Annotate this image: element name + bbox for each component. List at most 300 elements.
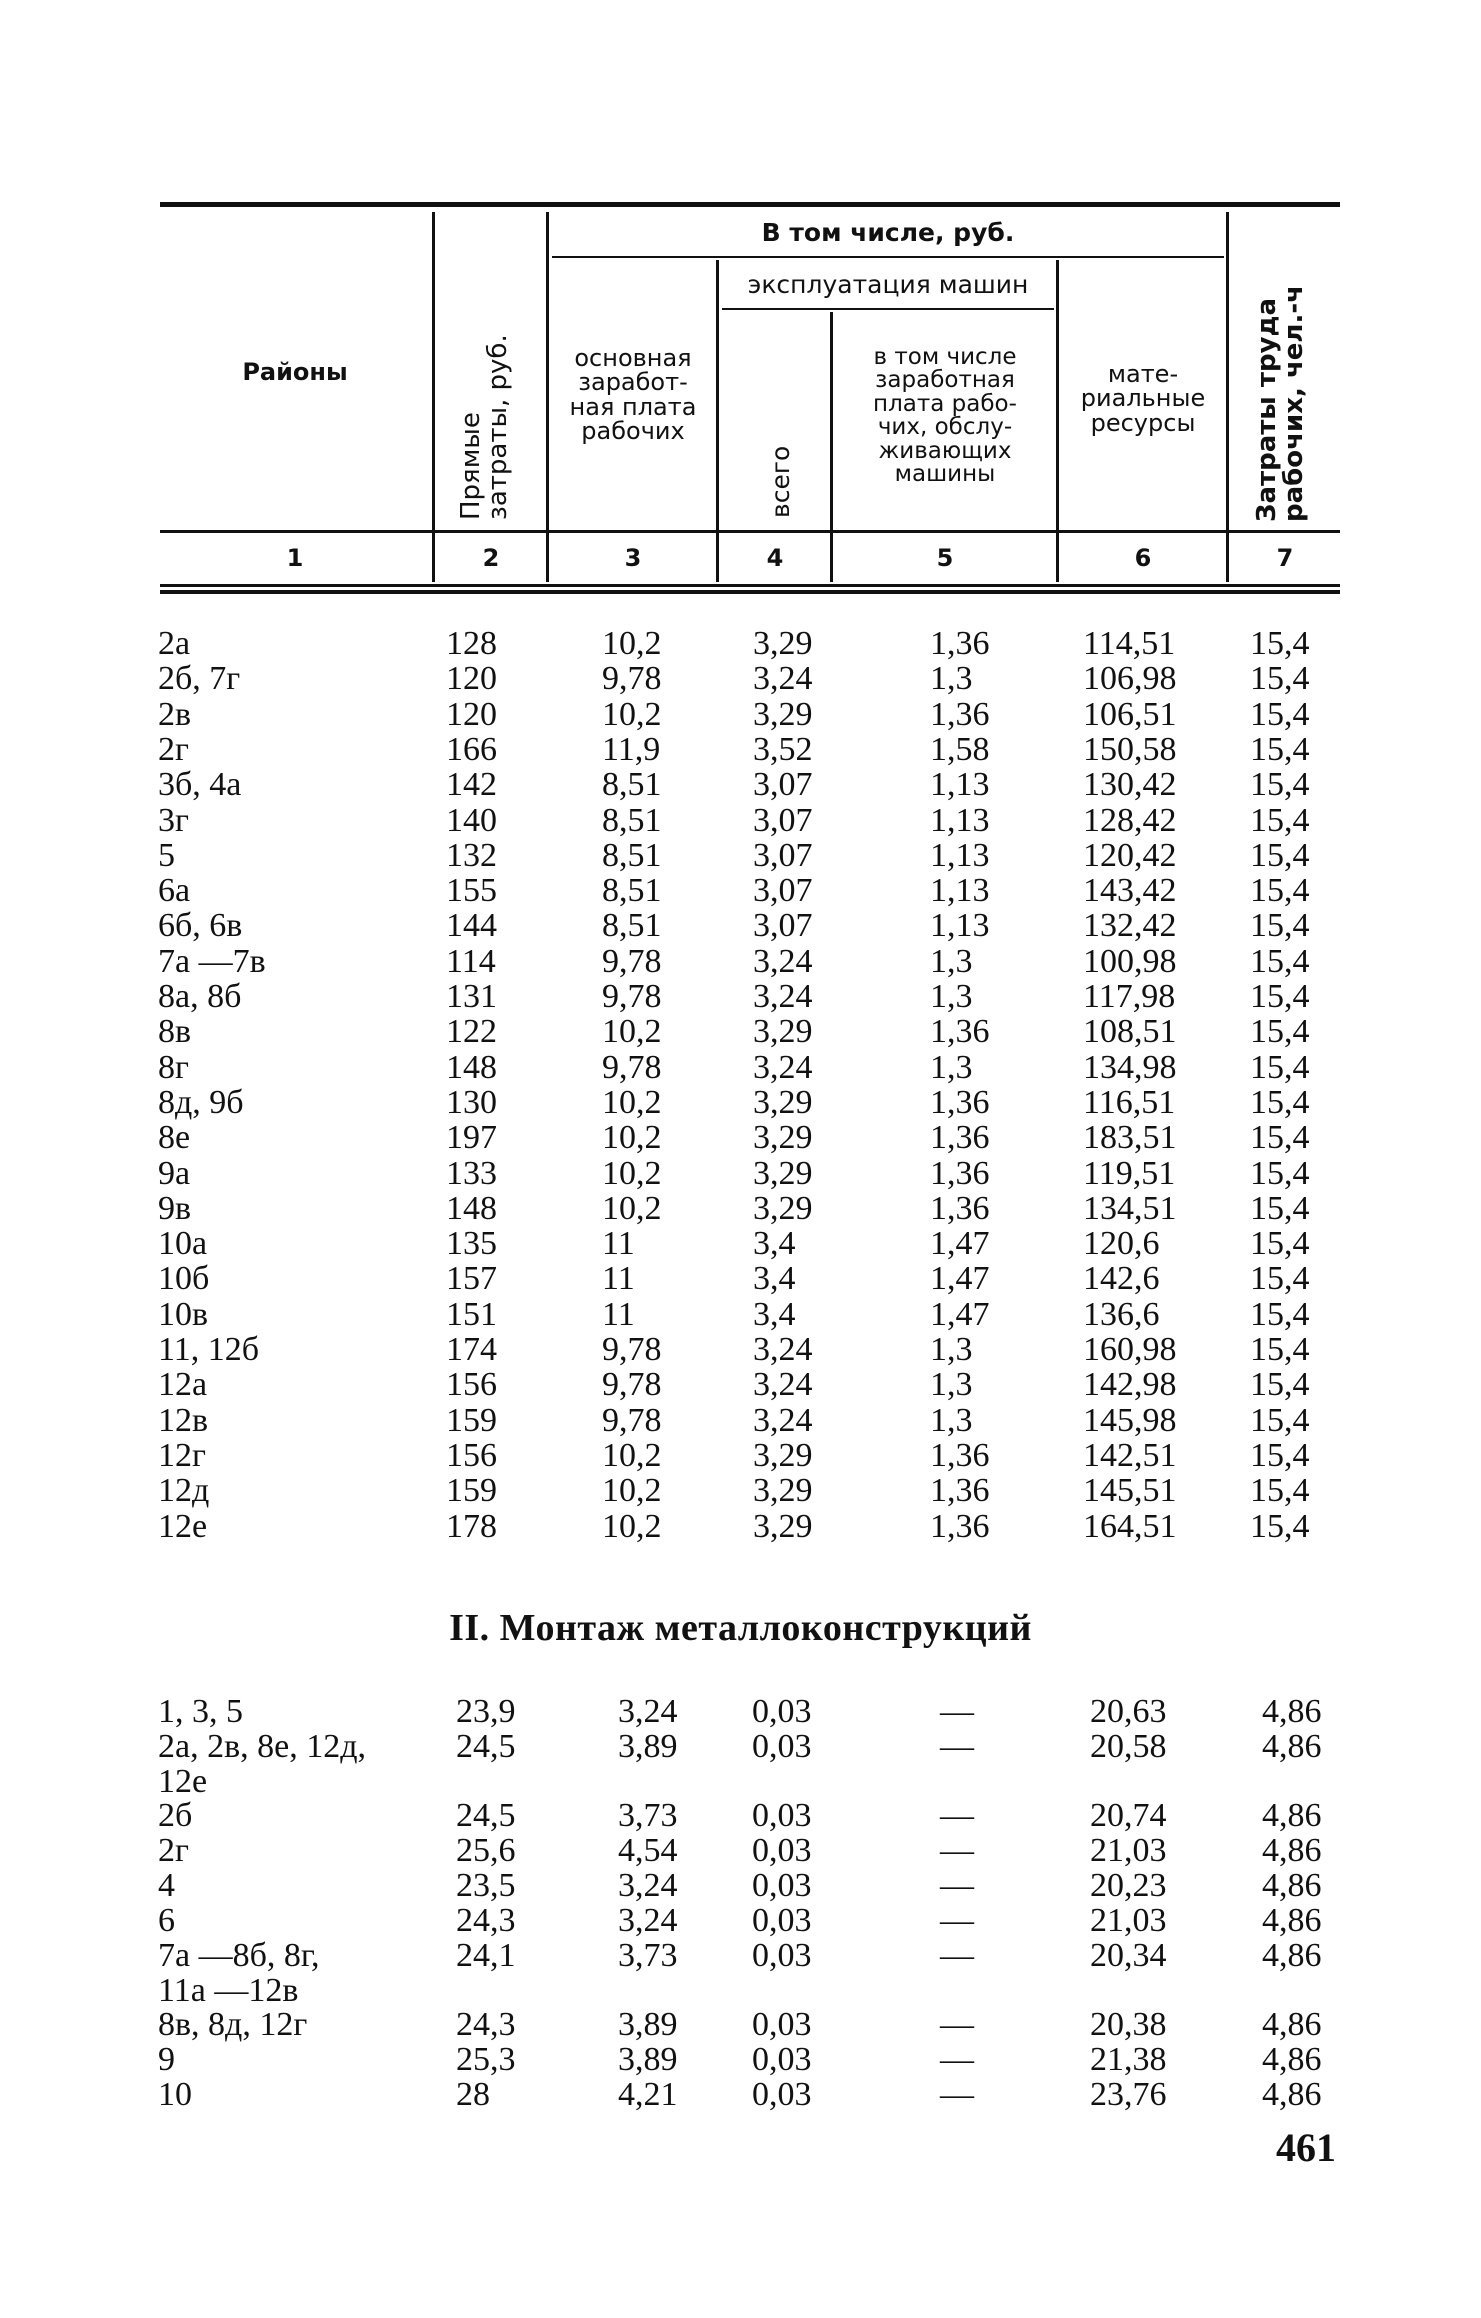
- value-cell: 1,13: [930, 872, 990, 910]
- value-cell: 15,4: [1250, 1154, 1310, 1192]
- value-cell: 151: [446, 1295, 497, 1333]
- value-cell: 0,03: [752, 1902, 812, 1939]
- value-cell: 145,51: [1083, 1472, 1177, 1510]
- value-cell: 21,03: [1090, 1902, 1167, 1939]
- value-cell: 4,21: [618, 2076, 678, 2113]
- value-cell: 15,4: [1250, 695, 1310, 733]
- value-cell: 100,98: [1083, 942, 1177, 980]
- value-cell: 15,4: [1250, 836, 1310, 874]
- region-cell: 6а: [158, 872, 191, 910]
- value-cell: 3,07: [753, 872, 813, 910]
- value-cell: 3,73: [618, 1937, 678, 1974]
- value-cell: 4,86: [1262, 2076, 1322, 2113]
- header-machine-op: эксплуатация машин: [747, 270, 1029, 299]
- value-cell: 9,78: [602, 978, 662, 1015]
- value-cell: 15,4: [1250, 1507, 1310, 1545]
- value-cell: 23,9: [456, 1693, 516, 1730]
- value-cell: 3,24: [753, 942, 813, 980]
- value-cell: 24,3: [456, 2006, 516, 2043]
- value-cell: 15,4: [1250, 660, 1310, 698]
- value-cell: 3,24: [753, 978, 813, 1015]
- value-cell: 132: [446, 836, 497, 874]
- value-cell: 20,34: [1090, 1937, 1167, 1974]
- value-cell: 15,4: [1250, 1119, 1310, 1157]
- value-cell: 1,3: [930, 942, 973, 980]
- value-cell: 145,98: [1083, 1401, 1177, 1439]
- value-cell: 183,51: [1083, 1119, 1177, 1157]
- value-cell: 1,47: [930, 1260, 990, 1298]
- materials-line: ресурсы: [1090, 408, 1196, 437]
- value-cell: 20,58: [1090, 1728, 1167, 1765]
- value-cell: 0,03: [752, 2076, 812, 2113]
- basic-wage-line: ная плата: [569, 392, 697, 421]
- value-cell: 20,23: [1090, 1867, 1167, 1904]
- value-cell: 3,07: [753, 836, 813, 874]
- col-divider-4: [830, 312, 833, 582]
- region-cell: 12а: [158, 1366, 208, 1404]
- value-cell: 0,03: [752, 1693, 812, 1730]
- value-cell: 10,2: [602, 1013, 662, 1051]
- value-cell: 10,2: [602, 625, 662, 662]
- value-cell: 15,4: [1250, 1013, 1310, 1051]
- value-cell: 159: [446, 1401, 497, 1439]
- value-cell: 10,2: [602, 1083, 662, 1121]
- region-cell: 10: [158, 2076, 192, 2113]
- value-cell: 24,1: [456, 1937, 516, 1974]
- value-cell: 0,03: [752, 1867, 812, 1904]
- materials-line: мате-: [1107, 360, 1179, 388]
- value-cell: 122: [446, 1013, 497, 1051]
- colnum-6: 6: [1134, 544, 1152, 572]
- value-cell: 3,4: [753, 1225, 796, 1263]
- value-cell: 134,51: [1083, 1189, 1177, 1227]
- value-cell: 140: [446, 801, 497, 839]
- value-cell: 1,58: [930, 730, 990, 768]
- value-cell: 9,78: [602, 1331, 662, 1368]
- region-cell: 8г: [158, 1048, 189, 1086]
- value-cell: —: [940, 1867, 974, 1904]
- region-cell: 12г: [158, 1436, 206, 1474]
- value-cell: —: [940, 1902, 974, 1939]
- value-cell: 3,29: [753, 1436, 813, 1474]
- region-cell: 4: [158, 1867, 175, 1904]
- region-cell: 5: [158, 836, 175, 874]
- region-cell: 11, 12б: [158, 1331, 260, 1368]
- region-cell: 8е: [158, 1119, 191, 1157]
- page-number: 461: [1276, 2125, 1336, 2170]
- value-cell: 197: [446, 1119, 497, 1157]
- region-cell-continuation: 11а —12в: [158, 1972, 299, 2009]
- value-cell: 155: [446, 872, 497, 910]
- value-cell: —: [940, 1832, 974, 1869]
- body-top-rule: [160, 590, 1340, 594]
- value-cell: 166: [446, 730, 497, 768]
- value-cell: 156: [446, 1366, 497, 1404]
- value-cell: —: [940, 1728, 974, 1765]
- value-cell: 11: [602, 1260, 635, 1298]
- value-cell: —: [940, 2006, 974, 2043]
- labor-line: Затраты труда: [1252, 297, 1282, 522]
- value-cell: 15,4: [1250, 766, 1310, 804]
- region-cell: 9: [158, 2041, 175, 2078]
- col-divider-1: [432, 212, 435, 582]
- header-direct-costs-text: Прямые затраты, руб.: [456, 334, 514, 520]
- header-basic-wage: [552, 346, 714, 444]
- value-cell: 1,13: [930, 836, 990, 874]
- value-cell: 11,9: [602, 730, 661, 768]
- value-cell: 1,3: [930, 978, 973, 1015]
- value-cell: 4,86: [1262, 1797, 1322, 1834]
- value-cell: 4,86: [1262, 1902, 1322, 1939]
- region-cell: 12в: [158, 1401, 209, 1439]
- basic-wage-line: основная: [574, 344, 692, 372]
- value-cell: 1,13: [930, 801, 990, 839]
- value-cell: 4,86: [1262, 1832, 1322, 1869]
- value-cell: 15,4: [1250, 1366, 1310, 1404]
- value-cell: 25,3: [456, 2041, 516, 2078]
- value-cell: 142: [446, 766, 497, 804]
- value-cell: 106,51: [1083, 695, 1177, 733]
- value-cell: 3,24: [618, 1693, 678, 1730]
- value-cell: 10,2: [602, 695, 662, 733]
- col-divider-5: [1056, 260, 1059, 582]
- value-cell: 15,4: [1250, 730, 1310, 768]
- value-cell: 1,3: [930, 1048, 973, 1086]
- value-cell: 15,4: [1250, 1048, 1310, 1086]
- value-cell: 128: [446, 625, 497, 662]
- value-cell: 135: [446, 1225, 497, 1263]
- header-rule: [160, 530, 1340, 533]
- value-cell: 1,36: [930, 1083, 990, 1121]
- value-cell: 0,03: [752, 2006, 812, 2043]
- region-cell: 6б, 6в: [158, 907, 243, 945]
- incl-rule: [552, 256, 1224, 258]
- value-cell: 3,73: [618, 1797, 678, 1834]
- value-cell: 0,03: [752, 1797, 812, 1834]
- materials-line: риальные: [1080, 384, 1206, 413]
- value-cell: 15,4: [1250, 942, 1310, 980]
- value-cell: —: [940, 2076, 974, 2113]
- value-cell: 164,51: [1083, 1507, 1177, 1545]
- value-cell: 11: [602, 1295, 635, 1333]
- value-cell: 15,4: [1250, 1260, 1310, 1298]
- value-cell: 0,03: [752, 1937, 812, 1974]
- labor-line: рабочих, чел.-ч: [1279, 285, 1310, 522]
- colnum-1: 1: [286, 544, 304, 572]
- region-cell: 3б, 4а: [158, 766, 242, 804]
- value-cell: 3,29: [753, 1083, 813, 1121]
- region-cell: 9а: [158, 1154, 191, 1192]
- value-cell: 116,51: [1083, 1083, 1176, 1121]
- region-cell: 2в: [158, 695, 192, 733]
- region-cell: 1, 3, 5: [158, 1693, 243, 1730]
- value-cell: 15,4: [1250, 1436, 1310, 1474]
- value-cell: 1,3: [930, 660, 973, 698]
- value-cell: 114,51: [1083, 625, 1176, 662]
- value-cell: 142,98: [1083, 1366, 1177, 1404]
- value-cell: 1,3: [930, 1366, 973, 1404]
- region-cell: 3г: [158, 801, 189, 839]
- region-cell: 8в, 8д, 12г: [158, 2006, 308, 2043]
- value-cell: 120,6: [1083, 1225, 1160, 1263]
- value-cell: 21,03: [1090, 1832, 1167, 1869]
- value-cell: —: [940, 1693, 974, 1730]
- value-cell: 106,98: [1083, 660, 1177, 698]
- value-cell: 156: [446, 1436, 497, 1474]
- value-cell: 134,98: [1083, 1048, 1177, 1086]
- region-cell: 2г: [158, 1832, 189, 1869]
- value-cell: 8,51: [602, 872, 662, 910]
- value-cell: 1,13: [930, 907, 990, 945]
- value-cell: 15,4: [1250, 1331, 1310, 1368]
- incl-wage-line: плата рабо-: [873, 390, 1017, 417]
- region-cell: 2б, 7г: [158, 660, 241, 698]
- value-cell: 15,4: [1250, 1401, 1310, 1439]
- value-cell: 8,51: [602, 907, 662, 945]
- value-cell: 24,5: [456, 1797, 516, 1834]
- region-cell: 2б: [158, 1797, 193, 1834]
- value-cell: 4,86: [1262, 1693, 1322, 1730]
- incl-wage-line: живающих: [878, 437, 1012, 464]
- value-cell: 130: [446, 1083, 497, 1121]
- value-cell: 120: [446, 695, 497, 733]
- value-cell: 119,51: [1083, 1154, 1176, 1192]
- value-cell: 28: [456, 2076, 490, 2113]
- region-cell: 2а: [158, 625, 191, 662]
- value-cell: 0,03: [752, 2041, 812, 2078]
- value-cell: 9,78: [602, 1048, 662, 1086]
- header-direct-costs: [458, 220, 513, 520]
- col-divider-6: [1226, 212, 1229, 582]
- value-cell: 1,13: [930, 766, 990, 804]
- value-cell: 0,03: [752, 1728, 812, 1765]
- value-cell: 4,54: [618, 1832, 678, 1869]
- value-cell: 9,78: [602, 942, 662, 980]
- value-cell: 4,86: [1262, 2041, 1322, 2078]
- value-cell: 10,2: [602, 1154, 662, 1192]
- value-cell: 148: [446, 1189, 497, 1227]
- header-labor: [1254, 285, 1309, 522]
- value-cell: 1,47: [930, 1295, 990, 1333]
- value-cell: 131: [446, 978, 497, 1015]
- value-cell: 20,38: [1090, 2006, 1167, 2043]
- incl-wage-line: заработная: [875, 367, 1015, 394]
- value-cell: 136,6: [1083, 1295, 1160, 1333]
- value-cell: 157: [446, 1260, 497, 1298]
- value-cell: 1,36: [930, 1436, 990, 1474]
- value-cell: 1,36: [930, 1189, 990, 1227]
- value-cell: 3,24: [753, 660, 813, 698]
- value-cell: 1,36: [930, 1013, 990, 1051]
- value-cell: 3,24: [618, 1902, 678, 1939]
- region-cell: 8д, 9б: [158, 1083, 244, 1121]
- value-cell: 23,5: [456, 1867, 516, 1904]
- value-cell: 114: [446, 942, 496, 980]
- value-cell: —: [940, 1797, 974, 1834]
- value-cell: 3,4: [753, 1295, 796, 1333]
- incl-wage-line: чих, обслу-: [877, 414, 1013, 441]
- value-cell: 25,6: [456, 1832, 516, 1869]
- value-cell: 143,42: [1083, 872, 1177, 910]
- value-cell: —: [940, 1937, 974, 1974]
- value-cell: 1,36: [930, 625, 990, 662]
- region-cell-continuation: 12е: [158, 1763, 208, 1800]
- value-cell: 20,63: [1090, 1693, 1167, 1730]
- value-cell: 3,29: [753, 1507, 813, 1545]
- value-cell: 15,4: [1250, 1472, 1310, 1510]
- value-cell: 15,4: [1250, 978, 1310, 1015]
- header-incl-title: В том числе, руб.: [761, 218, 1015, 247]
- value-cell: 15,4: [1250, 1083, 1310, 1121]
- value-cell: 4,86: [1262, 1937, 1322, 1974]
- value-cell: 4,86: [1262, 2006, 1322, 2043]
- col-divider-3: [716, 260, 719, 582]
- value-cell: 3,24: [753, 1048, 813, 1086]
- section2-title: II. Монтаж металлоконструкций: [449, 1607, 1032, 1649]
- region-cell: 2а, 2в, 8е, 12д,: [158, 1728, 367, 1765]
- region-cell: 12е: [158, 1507, 208, 1545]
- value-cell: 160,98: [1083, 1331, 1177, 1368]
- value-cell: 23,76: [1090, 2076, 1167, 2113]
- value-cell: 8,51: [602, 836, 662, 874]
- colnum-2: 2: [482, 544, 500, 572]
- value-cell: 15,4: [1250, 872, 1310, 910]
- value-cell: 3,29: [753, 625, 813, 662]
- value-cell: 10,2: [602, 1472, 662, 1510]
- value-cell: 3,24: [753, 1331, 813, 1368]
- value-cell: 9,78: [602, 1366, 662, 1404]
- value-cell: 3,24: [618, 1867, 678, 1904]
- header-regions: Районы: [242, 358, 348, 386]
- region-cell: 6: [158, 1902, 175, 1939]
- value-cell: 120: [446, 660, 497, 698]
- value-cell: 1,36: [930, 695, 990, 733]
- value-cell: 3,07: [753, 907, 813, 945]
- colnum-4: 4: [766, 544, 784, 572]
- value-cell: 15,4: [1250, 1295, 1310, 1333]
- colnum-rule: [160, 584, 1340, 587]
- region-cell: 7а —7в: [158, 942, 266, 980]
- value-cell: 1,36: [930, 1472, 990, 1510]
- value-cell: 1,36: [930, 1507, 990, 1545]
- colnum-3: 3: [624, 544, 642, 572]
- value-cell: 15,4: [1250, 907, 1310, 945]
- value-cell: 3,29: [753, 1119, 813, 1157]
- value-cell: 21,38: [1090, 2041, 1167, 2078]
- value-cell: 148: [446, 1048, 497, 1086]
- value-cell: 3,52: [753, 730, 813, 768]
- value-cell: 133: [446, 1154, 497, 1192]
- region-cell: 7а —8б, 8г,: [158, 1937, 320, 1974]
- value-cell: 130,42: [1083, 766, 1177, 804]
- value-cell: 3,89: [618, 2006, 678, 2043]
- value-cell: 24,3: [456, 1902, 516, 1939]
- value-cell: 9,78: [602, 660, 662, 698]
- value-cell: 159: [446, 1472, 497, 1510]
- value-cell: 20,74: [1090, 1797, 1167, 1834]
- value-cell: 1,36: [930, 1154, 990, 1192]
- value-cell: 10,2: [602, 1436, 662, 1474]
- value-cell: 144: [446, 907, 497, 945]
- header-total: всего: [766, 445, 795, 518]
- value-cell: —: [940, 2041, 974, 2078]
- value-cell: 132,42: [1083, 907, 1177, 945]
- value-cell: 24,5: [456, 1728, 516, 1765]
- value-cell: 10,2: [602, 1507, 662, 1545]
- value-cell: 8,51: [602, 801, 662, 839]
- region-cell: 2г: [158, 730, 189, 768]
- header-incl-wage: [836, 346, 1054, 487]
- region-cell: 9в: [158, 1189, 192, 1227]
- value-cell: 9,78: [602, 1401, 662, 1439]
- value-cell: 174: [446, 1331, 497, 1368]
- value-cell: 3,29: [753, 1472, 813, 1510]
- value-cell: 3,07: [753, 801, 813, 839]
- table-top-rule: [160, 202, 1340, 207]
- value-cell: 3,29: [753, 695, 813, 733]
- value-cell: 108,51: [1083, 1013, 1177, 1051]
- value-cell: 3,29: [753, 1154, 813, 1192]
- value-cell: 3,89: [618, 1728, 678, 1765]
- value-cell: 178: [446, 1507, 497, 1545]
- value-cell: 4,86: [1262, 1728, 1322, 1765]
- value-cell: 117,98: [1083, 978, 1176, 1015]
- value-cell: 3,89: [618, 2041, 678, 2078]
- value-cell: 15,4: [1250, 801, 1310, 839]
- basic-wage-line: рабочих: [581, 417, 685, 446]
- value-cell: 4,86: [1262, 1867, 1322, 1904]
- value-cell: 3,07: [753, 766, 813, 804]
- value-cell: 11: [602, 1225, 635, 1263]
- value-cell: 1,36: [930, 1119, 990, 1157]
- value-cell: 10,2: [602, 1189, 662, 1227]
- colnum-5: 5: [936, 544, 954, 572]
- value-cell: 15,4: [1250, 1225, 1310, 1263]
- value-cell: 3,29: [753, 1013, 813, 1051]
- value-cell: 3,24: [753, 1401, 813, 1439]
- region-cell: 12д: [158, 1472, 210, 1510]
- header-materials: [1062, 362, 1224, 435]
- region-cell: 8а, 8б: [158, 978, 242, 1015]
- value-cell: 3,29: [753, 1189, 813, 1227]
- colnum-7: 7: [1276, 544, 1294, 572]
- value-cell: 8,51: [602, 766, 662, 804]
- value-cell: 128,42: [1083, 801, 1177, 839]
- value-cell: 15,4: [1250, 625, 1310, 662]
- value-cell: 120,42: [1083, 836, 1177, 874]
- col-divider-2: [546, 212, 549, 582]
- value-cell: 1,47: [930, 1225, 990, 1263]
- value-cell: 1,3: [930, 1401, 973, 1439]
- machine-rule: [722, 308, 1054, 310]
- value-cell: 15,4: [1250, 1189, 1310, 1227]
- incl-wage-line: машины: [894, 461, 996, 488]
- value-cell: 1,3: [930, 1331, 973, 1368]
- basic-wage-line: заработ-: [578, 368, 688, 397]
- value-cell: 0,03: [752, 1832, 812, 1869]
- value-cell: 150,58: [1083, 730, 1177, 768]
- region-cell: 10б: [158, 1260, 210, 1298]
- value-cell: 3,4: [753, 1260, 796, 1298]
- region-cell: 10а: [158, 1225, 208, 1263]
- value-cell: 142,6: [1083, 1260, 1160, 1298]
- value-cell: 3,24: [753, 1366, 813, 1404]
- region-cell: 10в: [158, 1295, 209, 1333]
- value-cell: 10,2: [602, 1119, 662, 1157]
- incl-wage-line: в том числе: [873, 344, 1017, 370]
- value-cell: 142,51: [1083, 1436, 1177, 1474]
- region-cell: 8в: [158, 1013, 192, 1051]
